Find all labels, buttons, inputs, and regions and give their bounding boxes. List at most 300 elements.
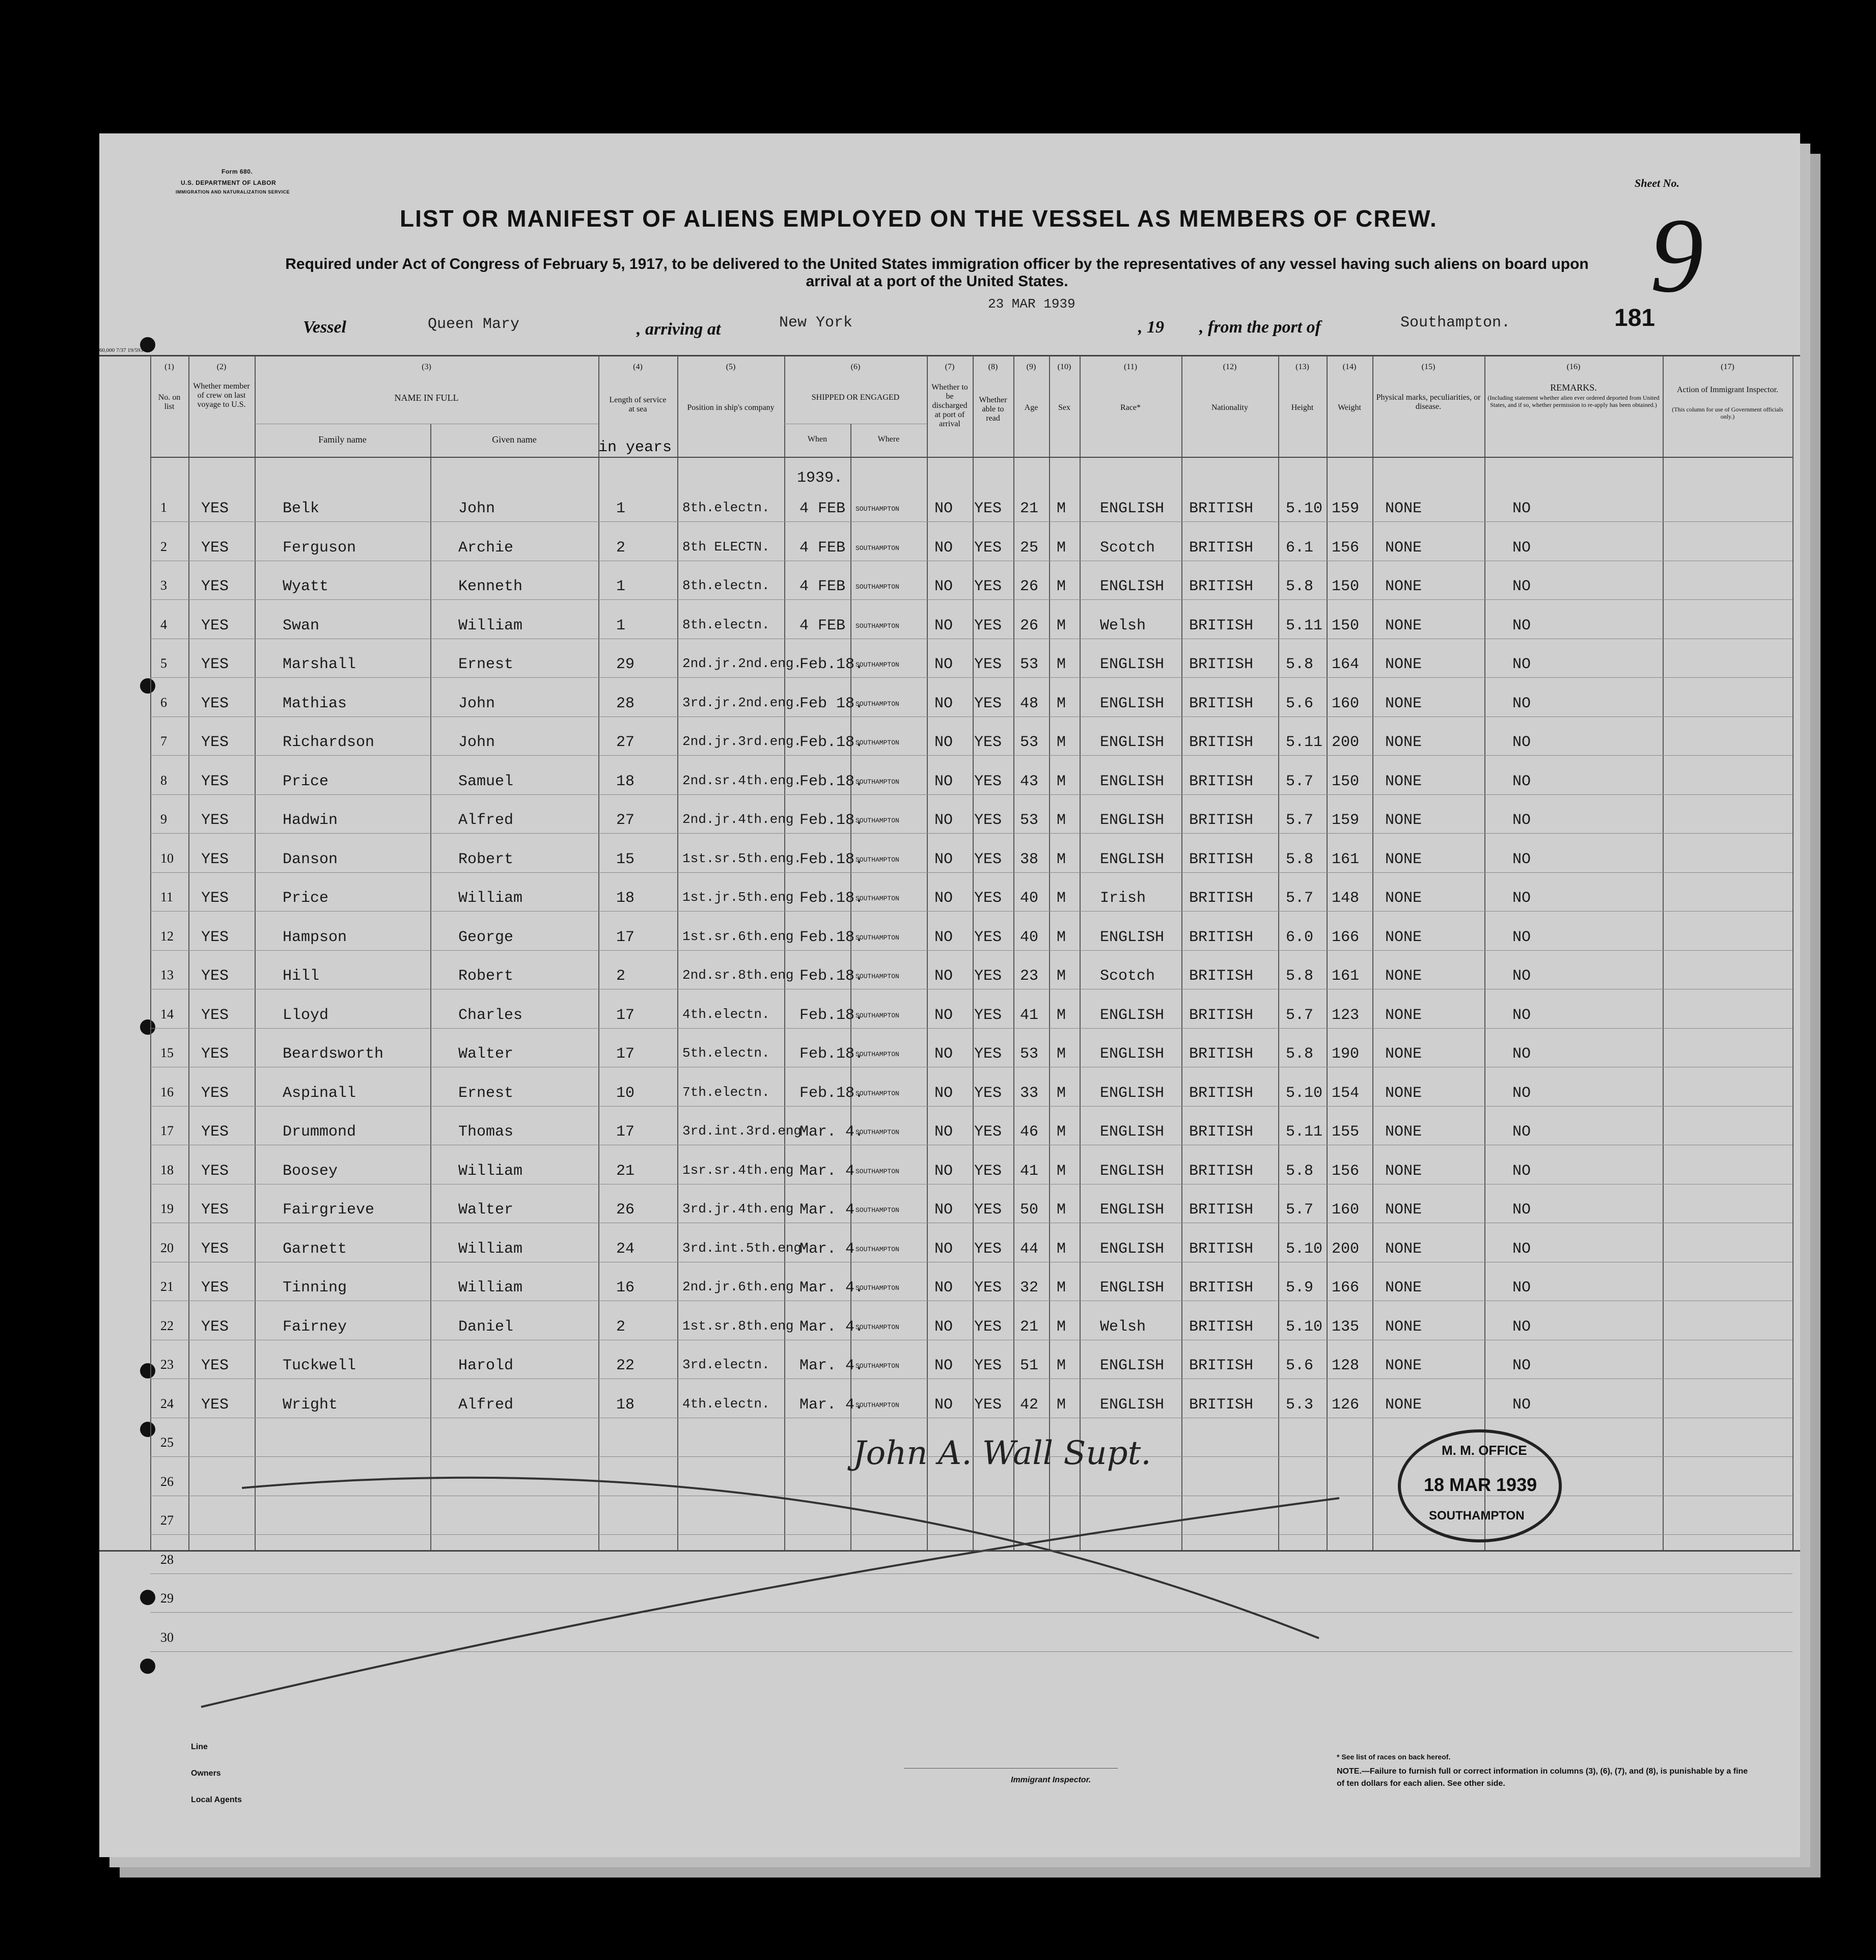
race: Welsh [1100, 617, 1146, 634]
able-to-read: YES [974, 1357, 1002, 1374]
crew-last-voyage: YES [201, 812, 229, 829]
col-header-able-to-read: Whether able to read [979, 396, 1007, 423]
weight: 123 [1332, 1006, 1360, 1024]
position: 4th.electn. [682, 1396, 770, 1412]
physical-marks: NONE [1385, 1396, 1422, 1414]
family-name: Fairney [283, 1318, 347, 1336]
height: 5.7 [1286, 1201, 1314, 1219]
family-name: Wyatt [283, 578, 329, 595]
discharged: NO [934, 734, 953, 751]
remarks: NO [1512, 656, 1531, 673]
remarks: NO [1512, 539, 1531, 557]
discharged: NO [934, 1396, 953, 1414]
able-to-read: YES [974, 890, 1002, 907]
height: 5.10 [1286, 1084, 1323, 1102]
shipped-where: SOUTHAMPTON [856, 700, 899, 708]
remarks: NO [1512, 1123, 1531, 1141]
col-header-height: Height [1291, 403, 1314, 412]
col-header-remarks-note: (Including statement whether alien ever ordered deported from United States, and if so, whether permission to re-apply has been obtained.) [1487, 394, 1660, 408]
crew-last-voyage: YES [201, 1006, 229, 1024]
sex: M [1057, 1318, 1066, 1336]
row-number: 16 [160, 1084, 174, 1099]
sex: M [1057, 890, 1066, 907]
shipped-when: 4 FEB [799, 578, 846, 595]
crew-last-voyage: YES [201, 734, 229, 751]
weight: 126 [1332, 1396, 1360, 1414]
nationality: BRITISH [1189, 734, 1254, 751]
height: 5.11 [1286, 1123, 1323, 1141]
family-name: Hampson [283, 928, 347, 946]
age: 51 [1020, 1357, 1039, 1374]
age: 48 [1020, 695, 1039, 712]
row-number: 23 [160, 1357, 174, 1372]
nationality: BRITISH [1189, 1396, 1254, 1414]
col-header-position: Position in ship's company [687, 403, 775, 412]
age: 53 [1020, 734, 1039, 751]
race: ENGLISH [1100, 1084, 1165, 1102]
shipped-when: Feb 18. [799, 695, 864, 712]
physical-marks: NONE [1385, 695, 1422, 712]
race: ENGLISH [1100, 1006, 1165, 1024]
given-name: Robert [458, 968, 514, 985]
print-code: 60,000 7/37 19/5934 [99, 347, 146, 353]
shipped-when: Feb.18. [799, 812, 864, 829]
nationality: BRITISH [1189, 1201, 1254, 1219]
col-num-15: (15) [1421, 363, 1436, 371]
shipped-where: SOUTHAMPTON [856, 1089, 899, 1097]
physical-marks: NONE [1385, 617, 1422, 634]
physical-marks: NONE [1385, 539, 1422, 557]
remarks: NO [1512, 1318, 1531, 1336]
row-number: 8 [160, 772, 167, 788]
race: ENGLISH [1100, 734, 1165, 751]
col-num-4: (4) [633, 363, 643, 371]
height: 5.7 [1286, 812, 1314, 829]
physical-marks: NONE [1385, 1045, 1422, 1063]
position: 2nd.sr.4th.eng. [682, 772, 802, 788]
race: ENGLISH [1100, 1162, 1165, 1180]
length-of-service: 17 [616, 1123, 635, 1141]
col-header-length-of-service: Length of service at sea [609, 396, 667, 413]
discharged: NO [934, 890, 953, 907]
shipped-where: SOUTHAMPTON [856, 817, 899, 824]
row-number: 27 [160, 1513, 174, 1528]
col-header-race: Race* [1120, 403, 1141, 412]
able-to-read: YES [974, 1006, 1002, 1024]
shipped-where: SOUTHAMPTON [856, 1401, 899, 1409]
weight: 166 [1332, 1279, 1360, 1296]
position: 3rd.electn. [682, 1357, 770, 1372]
weight: 200 [1332, 734, 1360, 751]
col-num-11: (11) [1123, 363, 1138, 371]
height: 6.1 [1286, 539, 1314, 557]
shipped-when: Feb.18. [799, 772, 864, 790]
footer-rule [99, 1550, 1800, 1552]
shipped-when: Feb.18. [799, 1045, 864, 1063]
physical-marks: NONE [1385, 1123, 1422, 1141]
sex: M [1057, 928, 1066, 946]
shipped-where: SOUTHAMPTON [856, 1323, 899, 1331]
race: ENGLISH [1100, 850, 1165, 868]
row-number: 12 [160, 928, 174, 944]
remarks: NO [1512, 1396, 1531, 1414]
crew-last-voyage: YES [201, 539, 229, 557]
col-header-name-in-full: NAME IN FULL [394, 393, 459, 403]
height: 6.0 [1286, 928, 1314, 946]
physical-marks: NONE [1385, 734, 1422, 751]
age: 53 [1020, 656, 1039, 673]
shipped-when: Mar. 4. [799, 1357, 864, 1374]
nationality: BRITISH [1189, 890, 1254, 907]
given-name: William [458, 1162, 523, 1180]
manifest-sheet [99, 133, 1800, 1857]
office-stamp [1398, 1429, 1562, 1542]
physical-marks: NONE [1385, 772, 1422, 790]
remarks: NO [1512, 1162, 1531, 1180]
physical-marks: NONE [1385, 1357, 1422, 1374]
cancel-cross-lines [99, 133, 1800, 1857]
discharged: NO [934, 1123, 953, 1141]
sex: M [1057, 1240, 1066, 1258]
sex: M [1057, 1123, 1066, 1141]
able-to-read: YES [974, 656, 1002, 673]
given-name: Samuel [458, 772, 514, 790]
position: 3rd.jr.4th.eng [682, 1201, 794, 1217]
row-number: 18 [160, 1162, 174, 1177]
stamp-top-text: M. M. OFFICE [1442, 1443, 1527, 1458]
shipped-where: SOUTHAMPTON [856, 1051, 899, 1058]
given-name: Archie [458, 539, 514, 557]
able-to-read: YES [974, 1123, 1002, 1141]
physical-marks: NONE [1385, 1162, 1422, 1180]
col-num-13: (13) [1295, 363, 1309, 371]
length-of-service: 21 [616, 1162, 635, 1180]
age: 41 [1020, 1006, 1039, 1024]
able-to-read: YES [974, 772, 1002, 790]
remarks: NO [1512, 1279, 1531, 1296]
position: 8th.electn. [682, 578, 770, 593]
row-number: 11 [160, 890, 174, 904]
length-of-service: 24 [616, 1240, 635, 1258]
page-number: 181 [1614, 305, 1656, 332]
shipped-when: Mar. 4. [799, 1279, 864, 1296]
weight: 160 [1332, 1201, 1360, 1219]
race: Scotch [1100, 968, 1155, 985]
remarks: NO [1512, 1201, 1531, 1219]
row-number: 30 [160, 1630, 174, 1645]
crew-last-voyage: YES [201, 1318, 229, 1336]
col-num-5: (5) [726, 363, 736, 371]
row-number: 15 [160, 1045, 174, 1060]
height: 5.7 [1286, 772, 1314, 790]
length-of-service: 1 [616, 500, 626, 517]
able-to-read: YES [974, 928, 1002, 946]
weight: 155 [1332, 1123, 1360, 1141]
crew-last-voyage: YES [201, 656, 229, 673]
row-number: 14 [160, 1006, 174, 1022]
length-of-service: 16 [616, 1279, 635, 1296]
from-port-value: Southampton. [1400, 314, 1511, 332]
given-name: George [458, 928, 514, 946]
weight: 164 [1332, 656, 1360, 673]
nationality: BRITISH [1189, 1357, 1254, 1374]
family-name: Boosey [283, 1162, 338, 1180]
family-name: Mathias [283, 695, 347, 712]
crew-last-voyage: YES [201, 617, 229, 634]
crew-last-voyage: YES [201, 1045, 229, 1063]
shipped-when: 4 FEB [799, 500, 846, 517]
length-of-service: 18 [616, 1396, 635, 1414]
sex: M [1057, 734, 1066, 751]
col-header-shipped-engaged: SHIPPED OR ENGAGED [811, 393, 900, 402]
position: 8th ELECTN. [682, 539, 770, 555]
height: 5.6 [1286, 695, 1314, 712]
col-num-6: (6) [850, 363, 861, 371]
weight: 161 [1332, 968, 1360, 985]
length-of-service: 29 [616, 656, 635, 673]
remarks: NO [1512, 812, 1531, 829]
shipped-when: Mar. 4 [799, 1201, 855, 1219]
crew-last-voyage: YES [201, 772, 229, 790]
sheet-no-label: Sheet No. [1635, 177, 1679, 189]
family-name: Marshall [283, 656, 356, 673]
length-of-service: 2 [616, 1318, 626, 1336]
weight: 156 [1332, 1162, 1360, 1180]
physical-marks: NONE [1385, 928, 1422, 946]
family-name: Drummond [283, 1123, 356, 1141]
family-name: Tuckwell [283, 1357, 356, 1374]
length-of-service: 10 [616, 1084, 635, 1102]
length-of-service: 2 [616, 539, 626, 557]
crew-last-voyage: YES [201, 890, 229, 907]
row-number: 10 [160, 850, 174, 866]
given-name: Kenneth [458, 578, 523, 595]
height: 5.8 [1286, 1045, 1314, 1063]
vessel-label: Vessel [303, 318, 346, 337]
shipped-where: SOUTHAMPTON [856, 583, 899, 591]
physical-marks: NONE [1385, 812, 1422, 829]
family-name: Ferguson [283, 539, 356, 557]
sex: M [1057, 500, 1066, 517]
race: ENGLISH [1100, 695, 1165, 712]
nationality: BRITISH [1189, 812, 1254, 829]
weight: 200 [1332, 1240, 1360, 1258]
service-name: IMMIGRATION AND NATURALIZATION SERVICE [176, 189, 290, 195]
footer-inspector-label: Immigrant Inspector. [1011, 1776, 1091, 1784]
sex: M [1057, 695, 1066, 712]
age: 38 [1020, 850, 1039, 868]
row-number: 6 [160, 695, 167, 710]
age: 40 [1020, 890, 1039, 907]
discharged: NO [934, 1084, 953, 1102]
given-name: John [458, 734, 495, 751]
weight: 135 [1332, 1318, 1360, 1336]
crew-last-voyage: YES [201, 1240, 229, 1258]
able-to-read: YES [974, 695, 1002, 712]
age: 42 [1020, 1396, 1039, 1414]
shipped-when: Feb.18. [799, 656, 864, 673]
col-header-discharged: Whether to be discharged at port of arrival [931, 383, 968, 428]
able-to-read: YES [974, 1240, 1002, 1258]
position: 2nd.sr.8th.eng [682, 968, 794, 983]
crew-last-voyage: YES [201, 1084, 229, 1102]
length-of-service: 2 [616, 968, 626, 985]
weight: 150 [1332, 578, 1360, 595]
race: ENGLISH [1100, 928, 1165, 946]
given-name: William [458, 1240, 523, 1258]
age: 50 [1020, 1201, 1039, 1219]
from-port-label: , from the port of [1199, 318, 1321, 337]
row-number: 9 [160, 812, 167, 826]
discharged: NO [934, 1162, 953, 1180]
shipped-when: Mar. 4. [799, 1396, 864, 1414]
family-name: Swan [283, 617, 320, 634]
sex: M [1057, 1162, 1066, 1180]
sex: M [1057, 578, 1066, 595]
shipped-where: SOUTHAMPTON [856, 661, 899, 669]
nationality: BRITISH [1189, 1279, 1254, 1296]
position: 5th.electn. [682, 1045, 770, 1061]
weight: 159 [1332, 500, 1360, 517]
shipped-where: SOUTHAMPTON [856, 739, 899, 747]
given-name: Walter [458, 1201, 514, 1219]
family-name: Fairgrieve [283, 1201, 375, 1219]
given-name: William [458, 617, 523, 634]
shipped-when: Mar. 4. [799, 1318, 864, 1336]
physical-marks: NONE [1385, 1084, 1422, 1102]
physical-marks: NONE [1385, 1201, 1422, 1219]
position: 7th.electn. [682, 1084, 770, 1100]
row-number: 26 [160, 1474, 174, 1489]
position: 8th.electn. [682, 500, 770, 515]
crew-last-voyage: YES [201, 578, 229, 595]
col-num-16: (16) [1566, 363, 1581, 371]
length-of-service: 26 [616, 1201, 635, 1219]
weight: 161 [1332, 850, 1360, 868]
length-of-service: 1 [616, 578, 626, 595]
nationality: BRITISH [1189, 928, 1254, 946]
discharged: NO [934, 617, 953, 634]
col-header-when: When [807, 435, 827, 444]
age: 21 [1020, 500, 1039, 517]
year-entry: 1939. [797, 470, 843, 487]
row-number: 28 [160, 1552, 174, 1567]
position: 3rd.int.3rd.eng [682, 1123, 802, 1139]
col-header-where: Where [877, 435, 900, 444]
weight: 128 [1332, 1357, 1360, 1374]
col-num-10: (10) [1057, 363, 1071, 371]
nationality: BRITISH [1189, 656, 1254, 673]
given-name: William [458, 1279, 523, 1296]
weight: 150 [1332, 772, 1360, 790]
nationality: BRITISH [1189, 1006, 1254, 1024]
shipped-where: SOUTHAMPTON [856, 1011, 899, 1019]
position: 1st.sr.6th.eng [682, 928, 794, 944]
row-number: 4 [160, 617, 167, 632]
form-number: Form 680. [222, 168, 253, 175]
family-name: Hill [283, 968, 320, 985]
discharged: NO [934, 772, 953, 790]
position: 1st.sr.5th.eng. [682, 850, 802, 866]
shipped-where: SOUTHAMPTON [856, 855, 899, 864]
remarks: NO [1512, 1045, 1531, 1063]
col-header-sex: Sex [1058, 403, 1070, 412]
signature: John A. Wall Supt. [853, 1434, 1151, 1472]
position: 1st.sr.8th.eng [682, 1318, 794, 1334]
length-of-service: 22 [616, 1357, 635, 1374]
crew-last-voyage: YES [201, 1396, 229, 1414]
height: 5.11 [1286, 617, 1323, 634]
row-number: 24 [160, 1396, 174, 1411]
able-to-read: YES [974, 539, 1002, 557]
physical-marks: NONE [1385, 1006, 1422, 1024]
crew-last-voyage: YES [201, 1357, 229, 1374]
position: 2nd.jr.3rd.eng. [682, 734, 802, 749]
shipped-when: Feb.18. [799, 928, 864, 946]
col-header-in-years: in years [598, 439, 672, 456]
row-number: 22 [160, 1318, 174, 1333]
nationality: BRITISH [1189, 1162, 1254, 1180]
able-to-read: YES [974, 1045, 1002, 1063]
col-num-9: (9) [1026, 363, 1036, 371]
family-name: Price [283, 890, 329, 907]
remarks: NO [1512, 772, 1531, 790]
discharged: NO [934, 1279, 953, 1296]
sex: M [1057, 812, 1066, 829]
length-of-service: 28 [616, 695, 635, 712]
physical-marks: NONE [1385, 1279, 1422, 1296]
sex: M [1057, 1357, 1066, 1374]
race: ENGLISH [1100, 1045, 1165, 1063]
col-num-2: (2) [216, 363, 227, 371]
remarks: NO [1512, 734, 1531, 751]
weight: 150 [1332, 617, 1360, 634]
col-header-action-note: (This column for use of Government officials only.) [1672, 406, 1783, 420]
crew-last-voyage: YES [201, 968, 229, 985]
race: ENGLISH [1100, 1396, 1165, 1414]
shipped-when: Feb.18. [799, 968, 864, 985]
arriving-value: New York [779, 314, 853, 332]
family-name: Garnett [283, 1240, 347, 1258]
sex: M [1057, 1396, 1066, 1414]
race: ENGLISH [1100, 500, 1165, 517]
race: ENGLISH [1100, 812, 1165, 829]
able-to-read: YES [974, 500, 1002, 517]
physical-marks: NONE [1385, 1240, 1422, 1258]
weight: 160 [1332, 695, 1360, 712]
remarks: NO [1512, 500, 1531, 517]
discharged: NO [934, 812, 953, 829]
length-of-service: 1 [616, 617, 626, 634]
shipped-when: Feb.18. [799, 850, 864, 868]
row-number: 25 [160, 1435, 174, 1450]
discharged: NO [934, 656, 953, 673]
page-subtitle: Required under Act of Congress of February 5, 1917, to be delivered to the United States immigration officer by the representatives of any vessel having such aliens on board upon arrival at a port of the United States. [285, 256, 1589, 290]
race: ENGLISH [1100, 1240, 1165, 1258]
shipped-where: SOUTHAMPTON [856, 544, 899, 552]
discharged: NO [934, 1201, 953, 1219]
length-of-service: 17 [616, 1006, 635, 1024]
row-number: 5 [160, 656, 167, 671]
family-name: Aspinall [283, 1084, 356, 1102]
discharged: NO [934, 539, 953, 557]
col-header-physical-marks: Physical marks, peculiarities, or disease. [1376, 393, 1481, 411]
nationality: BRITISH [1189, 617, 1254, 634]
shipped-where: SOUTHAMPTON [856, 622, 899, 630]
discharged: NO [934, 1357, 953, 1374]
footer-owners-label: Owners [191, 1769, 221, 1778]
nationality: BRITISH [1189, 539, 1254, 557]
